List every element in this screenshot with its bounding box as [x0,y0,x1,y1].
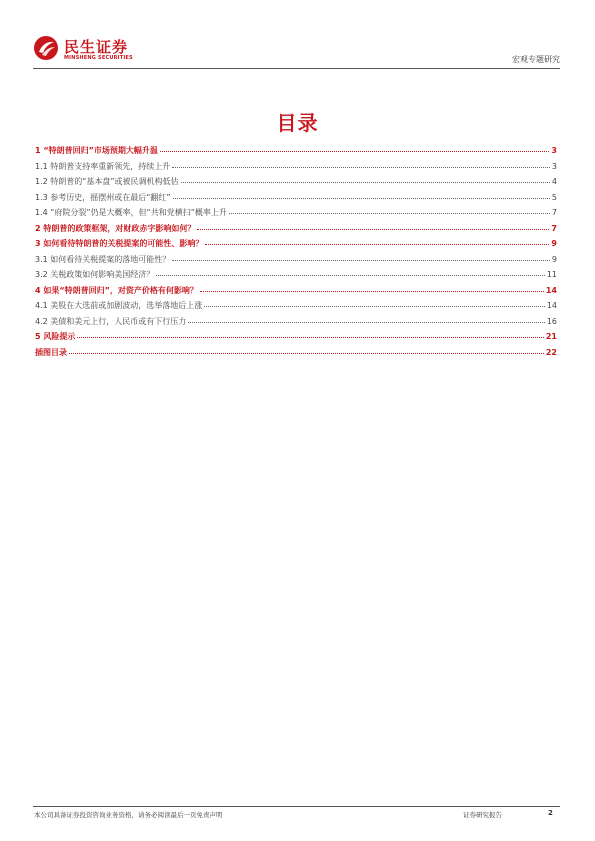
toc-dot-leader [229,213,550,214]
toc-dot-leader [204,306,545,307]
toc-entry-page: 21 [545,332,557,341]
table-of-contents [35,143,557,360]
toc-entry[interactable] [35,143,557,159]
footer-divider [33,806,560,807]
toc-dot-leader [205,244,549,245]
toc-entry-text: 4 如果“特朗普回归”，对资产价格有何影响？ [35,285,198,295]
toc-entry-page: 3 [551,146,557,155]
toc-dot-leader [188,322,545,323]
toc-entry-text: 3.1 如何看待关税提案的落地可能性？ [35,254,171,264]
toc-entry-page: 14 [546,301,557,310]
page-header [33,30,560,70]
toc-entry[interactable] [35,236,557,252]
toc-entry[interactable] [35,345,557,361]
toc-entry-text: 1.4 “府院分裂”仍是大概率，但“共和党横扫”概率上升 [35,208,227,217]
footer-disclaimer: 本公司具备证券投资咨询业务资格，请务必阅读最后一页免责声明 [34,811,223,819]
toc-dot-leader [181,182,550,183]
toc-entry-page: 11 [546,270,557,279]
toc-entry-text: 4.1 美股在大选前或加剧波动，选举落地后上涨 [35,301,203,310]
toc-entry-text: 3.2 关税政策如何影响美国经济？ [35,270,155,279]
toc-entry-page: 9 [551,254,557,264]
toc-entry-text: 插图目录 [35,347,67,357]
logo-chinese-name: 民生证券 [64,38,129,56]
minsheng-logo-icon [33,35,59,61]
footer-report-type: 证券研究报告 [463,811,502,819]
toc-entry[interactable] [35,205,557,221]
toc-entry-text: 1.1 特朗普支持率重新领先，持续上升 [35,161,171,171]
toc-entry[interactable] [35,252,557,268]
toc-entry-text: 2 特朗普的政策框架，对财政赤字影响如何？ [35,223,196,233]
toc-entry-page: 14 [545,285,557,295]
toc-entry[interactable] [35,329,557,345]
toc-dot-leader [197,229,549,230]
toc-entry-text: 1.2 特朗普的“基本盘”或被民调机构低估 [35,177,179,186]
logo-english-name: MINSHENG SECURITIES [64,55,133,61]
toc-entry-text: 1 “特朗普回归”市场预期大幅升温 [35,146,158,155]
toc-dot-leader [172,167,550,168]
toc-entry-text: 4.2 美债和美元上行，人民币或有下行压力 [35,316,187,326]
toc-entry-page: 22 [545,347,557,357]
toc-entry[interactable] [35,314,557,330]
toc-dot-leader [156,275,545,276]
toc-dot-leader [173,198,550,199]
toc-entry[interactable] [35,283,557,299]
toc-entry-page: 4 [551,177,557,186]
toc-entry-page: 7 [551,208,557,217]
toc-dot-leader [160,151,550,152]
toc-entry-page: 16 [546,316,557,326]
toc-entry[interactable] [35,174,557,190]
toc-dot-leader [77,337,544,338]
toc-dot-leader [172,260,550,261]
toc-entry[interactable] [35,221,557,237]
toc-dot-leader [69,353,544,354]
toc-entry-page: 3 [551,161,557,171]
toc-dot-leader [200,291,544,292]
toc-entry-text: 1.3 参考历史，摇摆州或在最后“翻红” [35,192,171,202]
header-divider [33,68,560,69]
toc-entry-text: 5 风险提示 [35,332,76,341]
toc-entry-page: 5 [551,192,557,202]
toc-entry[interactable] [35,267,557,283]
toc-entry-page: 9 [551,239,557,248]
toc-title: 目录 [276,111,319,135]
minsheng-logo [33,35,173,63]
document-type-label: 宏观专题研究 [512,55,560,64]
toc-entry[interactable] [35,298,557,314]
toc-entry[interactable] [35,159,557,175]
page-number: 2 [548,809,553,817]
toc-entry-text: 3 如何看待特朗普的关税提案的可能性、影响？ [35,239,204,248]
toc-entry[interactable] [35,190,557,206]
toc-entry-page: 7 [551,223,557,233]
